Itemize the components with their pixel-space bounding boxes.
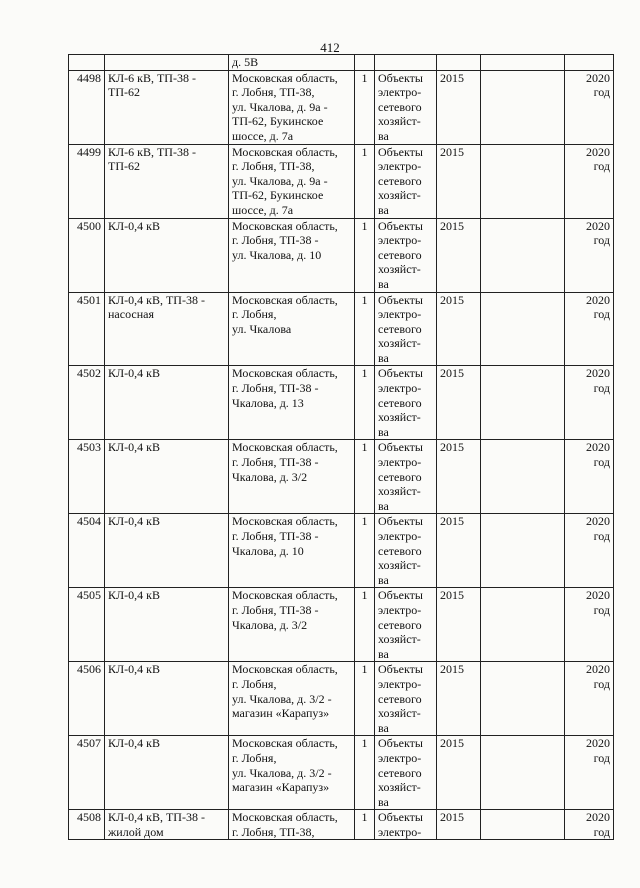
- cell-num-text: 4507: [77, 736, 101, 751]
- cell-year: [437, 218, 481, 292]
- cell-qty: [355, 55, 375, 71]
- cell-year: [437, 514, 481, 588]
- cell-num: [69, 440, 105, 514]
- cell-category: [375, 366, 437, 440]
- cell-term-text: 2020 год: [586, 292, 610, 322]
- cell-category-text: Объекты электро- сетевого хозяйст- ва: [378, 736, 423, 809]
- cell-location: [229, 810, 355, 840]
- table-row: [69, 144, 614, 218]
- cell-term: [565, 662, 614, 736]
- cell-empty: [481, 588, 565, 662]
- cell-category: [375, 514, 437, 588]
- cell-location-text: Московская область, г. Лобня, ТП-38, ул. Чкалова, д. 9а - ТП-62, Букинское шоссе, д. 7а: [232, 144, 338, 217]
- cell-desc-text: КЛ-0,4 кВ: [108, 218, 160, 233]
- cell-location-text: Московская область, г. Лобня, ТП-38 - Чкалова, д. 13: [232, 366, 338, 410]
- cell-term: [565, 514, 614, 588]
- table-row: [69, 440, 614, 514]
- cell-qty: [355, 514, 375, 588]
- cell-term-text: 2020 год: [586, 144, 610, 174]
- cell-num-text: 4505: [77, 588, 101, 603]
- cell-location: [229, 366, 355, 440]
- cell-location: [229, 292, 355, 366]
- cell-location: [229, 218, 355, 292]
- cell-qty: [355, 144, 375, 218]
- cell-desc: [105, 55, 229, 71]
- cell-num: [69, 292, 105, 366]
- cell-num-text: 4498: [77, 70, 101, 85]
- table-row: [69, 218, 614, 292]
- cell-desc: [105, 70, 229, 144]
- cell-desc: [105, 218, 229, 292]
- cell-empty: [481, 292, 565, 366]
- table-row: [69, 662, 614, 736]
- cell-qty-text: 1: [361, 736, 368, 751]
- cell-year: [437, 662, 481, 736]
- cell-term-text: 2020 год: [586, 514, 610, 543]
- cell-year: [437, 366, 481, 440]
- cell-num-text: 4499: [77, 144, 101, 159]
- cell-location-text: Московская область, г. Лобня, ТП-38 - ул. Чкалова, д. 10: [232, 218, 338, 262]
- cell-year: [437, 55, 481, 71]
- registry-table: [68, 54, 614, 840]
- cell-category: [375, 440, 437, 514]
- cell-category: [375, 292, 437, 366]
- cell-qty: [355, 366, 375, 440]
- table-row: [69, 810, 614, 840]
- cell-category: [375, 662, 437, 736]
- cell-desc: [105, 144, 229, 218]
- cell-num: [69, 810, 105, 840]
- continuation-row: [69, 55, 614, 71]
- cell-qty: [355, 292, 375, 366]
- table-row: [69, 736, 614, 810]
- cell-location: [229, 440, 355, 514]
- cell-term-text: 2020 год: [586, 662, 610, 691]
- cell-year-text: 2015: [440, 218, 464, 233]
- cell-desc-text: КЛ-0,4 кВ: [108, 662, 160, 677]
- cell-category: [375, 588, 437, 662]
- cell-qty-text: 1: [361, 70, 368, 85]
- cell-year: [437, 736, 481, 810]
- cell-location: [229, 736, 355, 810]
- cell-term: [565, 736, 614, 810]
- cell-location: [229, 662, 355, 736]
- cell-empty: [481, 55, 565, 71]
- cell-empty: [481, 514, 565, 588]
- cell-qty-text: 1: [361, 810, 368, 825]
- cell-location: д. 5В: [229, 55, 355, 71]
- cell-year-text: 2015: [440, 736, 464, 751]
- cell-category: [375, 144, 437, 218]
- cell-year-text: 2015: [440, 70, 464, 85]
- cell-location-text: Московская область, г. Лобня, ТП-38 - Чкалова, д. 3/2: [232, 440, 338, 484]
- cell-location: [229, 144, 355, 218]
- cell-category: [375, 810, 437, 840]
- cell-location-text: Московская область, г. Лобня, ТП-38, ул. Чкалова, д. 9а - ТП-62, Букинское шоссе, д. 7а: [232, 70, 338, 143]
- cell-term: [565, 70, 614, 144]
- cell-empty: [481, 662, 565, 736]
- page-number: 412: [320, 40, 340, 55]
- cell-term: [565, 218, 614, 292]
- table-row: [69, 588, 614, 662]
- cell-category-text: Объекты электро- сетевого хозяйст- ва: [378, 588, 423, 661]
- cell-year-text: 2015: [440, 292, 464, 307]
- cell-desc-text: КЛ-0,4 кВ: [108, 366, 160, 381]
- cell-num-text: 4502: [77, 366, 101, 381]
- cell-desc: [105, 810, 229, 840]
- cell-category-text: Объекты электро- сетевого хозяйст- ва: [378, 144, 423, 217]
- cell-year: [437, 292, 481, 366]
- cell-empty: [481, 366, 565, 440]
- cell-location: [229, 70, 355, 144]
- cell-qty-text: 1: [361, 514, 368, 529]
- cell-category-text: Объекты электро- сетевого хозяйст- ва: [378, 218, 423, 291]
- cell-term: [565, 588, 614, 662]
- cell-qty-text: 1: [361, 440, 368, 455]
- cell-num: [69, 588, 105, 662]
- cell-num-text: 4501: [77, 292, 101, 307]
- cell-desc-text: КЛ-6 кВ, ТП-38 - ТП-62: [108, 144, 196, 174]
- cell-qty-text: 1: [361, 588, 368, 603]
- cell-num: [69, 514, 105, 588]
- cell-desc-text: КЛ-6 кВ, ТП-38 - ТП-62: [108, 70, 196, 100]
- cell-num: [69, 736, 105, 810]
- table-row: [69, 514, 614, 588]
- cell-empty: [481, 736, 565, 810]
- cell-category-text: Объекты электро- сетевого хозяйст- ва: [378, 514, 423, 587]
- cell-desc: [105, 736, 229, 810]
- cell-year-text: 2015: [440, 144, 464, 159]
- cell-year-text: 2015: [440, 810, 464, 825]
- cell-category-text: Объекты электро- сетевого хозяйст- ва: [378, 292, 423, 365]
- cell-qty-text: 1: [361, 662, 368, 677]
- cell-location-text: Московская область, г. Лобня, ул. Чкалова, д. 3/2 - магазин «Карапуз»: [232, 736, 338, 795]
- cell-term: [565, 292, 614, 366]
- cell-qty: [355, 70, 375, 144]
- cell-category: [375, 736, 437, 810]
- cell-term-text: 2020 год: [586, 218, 610, 248]
- cell-desc-text: КЛ-0,4 кВ, ТП-38 - насосная: [108, 292, 205, 322]
- cell-term: [565, 55, 614, 71]
- cell-year: [437, 440, 481, 514]
- cell-term-text: 2020 год: [586, 810, 610, 839]
- cell-desc: [105, 514, 229, 588]
- cell-desc: [105, 588, 229, 662]
- cell-qty-text: 1: [361, 218, 368, 233]
- cell-year: [437, 810, 481, 840]
- table-row: [69, 70, 614, 144]
- cell-qty: [355, 588, 375, 662]
- cell-location: [229, 588, 355, 662]
- cell-location-text: Московская область, г. Лобня, ТП-38 - Чкалова, д. 3/2: [232, 588, 338, 632]
- cell-location: [229, 514, 355, 588]
- cell-year: [437, 144, 481, 218]
- cell-num: [69, 70, 105, 144]
- cell-term: [565, 144, 614, 218]
- cell-desc: [105, 292, 229, 366]
- cell-term-text: 2020 год: [586, 588, 610, 617]
- cell-category-text: Объекты электро- сетевого хозяйст- ва: [378, 366, 423, 439]
- cell-empty: [481, 440, 565, 514]
- cell-location-text: Московская область, г. Лобня, ТП-38,: [232, 810, 338, 839]
- cell-category-text: Объекты электро- сетевого хозяйст- ва: [378, 440, 423, 513]
- cell-qty: [355, 218, 375, 292]
- cell-year-text: 2015: [440, 588, 464, 603]
- cell-desc-text: КЛ-0,4 кВ: [108, 514, 160, 529]
- cell-year-text: 2015: [440, 662, 464, 677]
- cell-empty: [481, 218, 565, 292]
- cell-category-text: Объекты электро- сетевого хозяйст- ва: [378, 70, 423, 143]
- cell-year: [437, 588, 481, 662]
- cell-desc-text: КЛ-0,4 кВ, ТП-38 - жилой дом: [108, 810, 205, 839]
- cell-num: [69, 55, 105, 71]
- cell-year: [437, 70, 481, 144]
- cell-term: [565, 440, 614, 514]
- cell-year-text: 2015: [440, 440, 464, 455]
- cell-location-text: Московская область, г. Лобня, ул. Чкалова: [232, 292, 338, 336]
- cell-location-text: Московская область, г. Лобня, ул. Чкалова, д. 3/2 - магазин «Карапуз»: [232, 662, 338, 721]
- cell-term: [565, 366, 614, 440]
- cell-desc: [105, 366, 229, 440]
- cell-term: [565, 810, 614, 840]
- cell-qty-text: 1: [361, 366, 368, 381]
- cell-num: [69, 218, 105, 292]
- cell-num: [69, 366, 105, 440]
- cell-num-text: 4504: [77, 514, 101, 529]
- cell-qty: [355, 662, 375, 736]
- cell-location-text: Московская область, г. Лобня, ТП-38 - Чкалова, д. 10: [232, 514, 338, 558]
- cell-desc: [105, 440, 229, 514]
- table-row: [69, 292, 614, 366]
- cell-category: [375, 70, 437, 144]
- cell-desc: [105, 662, 229, 736]
- cell-term-text: 2020 год: [586, 366, 610, 396]
- cell-num-text: 4500: [77, 218, 101, 233]
- cell-qty: [355, 440, 375, 514]
- cell-term-text: 2020 год: [586, 736, 610, 765]
- cell-empty: [481, 70, 565, 144]
- cell-empty: [481, 144, 565, 218]
- cell-num: [69, 144, 105, 218]
- cell-num-text: 4506: [77, 662, 101, 677]
- cell-num: [69, 662, 105, 736]
- cell-num-text: 4508: [77, 810, 101, 825]
- table-row: [69, 366, 614, 440]
- cell-desc-text: КЛ-0,4 кВ: [108, 588, 160, 603]
- cell-category-text: Объекты электро- сетевого хозяйст- ва: [378, 662, 423, 735]
- cell-qty-text: 1: [361, 292, 368, 307]
- cell-term-text: 2020 год: [586, 70, 610, 100]
- cell-num-text: 4503: [77, 440, 101, 455]
- cell-year-text: 2015: [440, 366, 464, 381]
- cell-qty-text: 1: [361, 144, 368, 159]
- cell-year-text: 2015: [440, 514, 464, 529]
- cell-category-text: Объекты электро-: [378, 810, 423, 839]
- cell-empty: [481, 810, 565, 840]
- cell-category: [375, 55, 437, 71]
- cell-desc-text: КЛ-0,4 кВ: [108, 440, 160, 455]
- cell-category: [375, 218, 437, 292]
- cell-qty: [355, 810, 375, 840]
- cell-term-text: 2020 год: [586, 440, 610, 470]
- table-body: [69, 55, 614, 840]
- cell-qty: [355, 736, 375, 810]
- cell-desc-text: КЛ-0,4 кВ: [108, 736, 160, 751]
